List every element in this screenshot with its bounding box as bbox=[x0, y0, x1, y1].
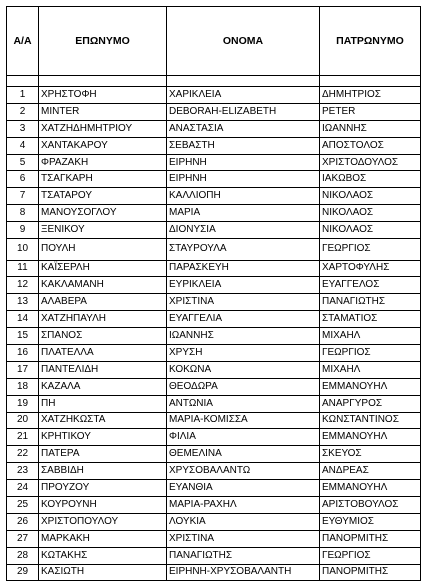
cell-aa: 11 bbox=[7, 260, 39, 277]
cell-aa: 16 bbox=[7, 344, 39, 361]
table-row bbox=[7, 277, 421, 294]
cell-name: ΧΡΥΣΗ bbox=[167, 344, 320, 361]
table-row bbox=[7, 412, 421, 429]
cell-patronymic: ΝΙΚΟΛΑΟΣ bbox=[320, 188, 421, 205]
cell-surname: ΧΑΤΖΗΠΑΥΛΗ bbox=[39, 311, 167, 328]
cell-aa: 26 bbox=[7, 513, 39, 530]
cell-surname: ΣΠΑΝΟΣ bbox=[39, 328, 167, 345]
cell-surname: ΣΑΒΒΙΔΗ bbox=[39, 463, 167, 480]
cell-aa: 13 bbox=[7, 294, 39, 311]
cell-name: ΜΑΡΙΑ bbox=[167, 205, 320, 222]
table-row bbox=[7, 547, 421, 564]
table-row bbox=[7, 222, 421, 239]
cell-patronymic: ΕΜΜΑΝΟΥΗΛ bbox=[320, 429, 421, 446]
table-row bbox=[7, 564, 421, 581]
header-aa: Α/Α bbox=[7, 7, 39, 76]
cell-aa: 3 bbox=[7, 120, 39, 137]
cell-name: ΧΑΡΙΚΛΕΙΑ bbox=[167, 87, 320, 104]
cell-surname: ΠΡΟΥΖΟΥ bbox=[39, 480, 167, 497]
cell-aa: 6 bbox=[7, 171, 39, 188]
cell-name: ΘΕΜΕΛΙΝΑ bbox=[167, 446, 320, 463]
cell-surname: ΧΑΝΤΑΚΑΡΟΥ bbox=[39, 137, 167, 154]
cell-aa: 27 bbox=[7, 530, 39, 547]
cell-patronymic: ΕΜΜΑΝΟΥΗΛ bbox=[320, 378, 421, 395]
cell-aa: 17 bbox=[7, 361, 39, 378]
cell-patronymic: ΠΑΝΑΓΙΩΤΗΣ bbox=[320, 294, 421, 311]
cell-aa: 8 bbox=[7, 205, 39, 222]
cell-surname: ΠΗ bbox=[39, 395, 167, 412]
table-row bbox=[7, 513, 421, 530]
cell-aa: 22 bbox=[7, 446, 39, 463]
header-name: ΟΝΟΜΑ bbox=[167, 7, 320, 76]
cell-surname: ΠΛΑΤΕΛΛΑ bbox=[39, 344, 167, 361]
cell-patronymic: ΙΑΚΩΒΟΣ bbox=[320, 171, 421, 188]
cell-surname: ΚΟΥΡΟΥΝΗ bbox=[39, 496, 167, 513]
spacer-cell bbox=[7, 76, 39, 87]
cell-name: ΧΡΙΣΤΙΝΑ bbox=[167, 530, 320, 547]
cell-name: ΜΑΡΙΑ-ΚΟΜΙΣΣΑ bbox=[167, 412, 320, 429]
table-row bbox=[7, 294, 421, 311]
cell-surname: ΚΑΪΣΕΡΛΗ bbox=[39, 260, 167, 277]
cell-name: ΠΑΝΑΓΙΩΤΗΣ bbox=[167, 547, 320, 564]
table-row bbox=[7, 361, 421, 378]
cell-surname: ΚΑΣΙΩΤΗ bbox=[39, 564, 167, 581]
cell-name: ΛΟΥΚΙΑ bbox=[167, 513, 320, 530]
cell-surname: ΚΡΗΤΙΚΟΥ bbox=[39, 429, 167, 446]
cell-surname: ΑΛΑΒΕΡΑ bbox=[39, 294, 167, 311]
spacer-row bbox=[7, 76, 421, 87]
table-row bbox=[7, 530, 421, 547]
cell-aa: 15 bbox=[7, 328, 39, 345]
cell-patronymic: ΚΩΝΣΤΑΝΤΙΝΟΣ bbox=[320, 412, 421, 429]
cell-name: ΕΙΡΗΝΗ-ΧΡΥΣΟΒΑΛΑΝΤΗ bbox=[167, 564, 320, 581]
cell-surname: ΚΑΖΑΛΑ bbox=[39, 378, 167, 395]
spacer-cell bbox=[320, 76, 421, 87]
table-row bbox=[7, 103, 421, 120]
cell-surname: ΤΣΑΤΑΡΟΥ bbox=[39, 188, 167, 205]
cell-surname: ΧΡΙΣΤΟΠΟΥΛΟΥ bbox=[39, 513, 167, 530]
table-row bbox=[7, 429, 421, 446]
table-row bbox=[7, 480, 421, 497]
cell-patronymic: ΓΕΩΡΓΙΟΣ bbox=[320, 547, 421, 564]
cell-name: ΜΑΡΙΑ-ΡΑΧΗΛ bbox=[167, 496, 320, 513]
cell-aa: 29 bbox=[7, 564, 39, 581]
cell-aa: 21 bbox=[7, 429, 39, 446]
cell-aa: 28 bbox=[7, 547, 39, 564]
spacer-cell bbox=[167, 76, 320, 87]
cell-name: ΧΡΥΣΟΒΑΛΑΝΤΩ bbox=[167, 463, 320, 480]
header-surname: ΕΠΩΝΥΜΟ bbox=[39, 7, 167, 76]
cell-name: ΕΥΡΙΚΛΕΙΑ bbox=[167, 277, 320, 294]
cell-name: ΕΥΑΓΓΕΛΙΑ bbox=[167, 311, 320, 328]
cell-patronymic: ΕΜΜΑΝΟΥΗΛ bbox=[320, 480, 421, 497]
names-table bbox=[6, 6, 421, 581]
table-row bbox=[7, 137, 421, 154]
table-row bbox=[7, 446, 421, 463]
cell-aa: 1 bbox=[7, 87, 39, 104]
cell-patronymic: ΕΥΘΥΜΙΟΣ bbox=[320, 513, 421, 530]
cell-name: ΕΙΡΗΝΗ bbox=[167, 154, 320, 171]
cell-aa: 23 bbox=[7, 463, 39, 480]
cell-name: ΕΥΑΝΘΙΑ bbox=[167, 480, 320, 497]
cell-aa: 20 bbox=[7, 412, 39, 429]
table-row bbox=[7, 344, 421, 361]
cell-patronymic: ΣΤΑΜΑΤΙΟΣ bbox=[320, 311, 421, 328]
cell-patronymic: PETER bbox=[320, 103, 421, 120]
cell-name: ΠΑΡΑΣΚΕΥΗ bbox=[167, 260, 320, 277]
cell-name: ΑΝΤΩΝΙΑ bbox=[167, 395, 320, 412]
table-row bbox=[7, 171, 421, 188]
spacer-cell bbox=[39, 76, 167, 87]
cell-name: ΚΑΛΛΙΟΠΗ bbox=[167, 188, 320, 205]
cell-surname: ΠΟΥΛΗ bbox=[39, 239, 167, 261]
cell-patronymic: ΠΑΝΟΡΜΙΤΗΣ bbox=[320, 564, 421, 581]
table-row bbox=[7, 463, 421, 480]
table-row bbox=[7, 120, 421, 137]
table-row bbox=[7, 395, 421, 412]
cell-aa: 7 bbox=[7, 188, 39, 205]
header-row bbox=[7, 7, 421, 76]
cell-surname: ΜΑΝΟΥΣΟΓΛΟΥ bbox=[39, 205, 167, 222]
cell-aa: 4 bbox=[7, 137, 39, 154]
cell-surname: ΠΑΝΤΕΛΙΔΗ bbox=[39, 361, 167, 378]
table-row bbox=[7, 205, 421, 222]
cell-surname: ΤΣΑΓΚΑΡΗ bbox=[39, 171, 167, 188]
cell-surname: ΧΡΗΣΤΟΦΗ bbox=[39, 87, 167, 104]
cell-name: ΘΕΟΔΩΡΑ bbox=[167, 378, 320, 395]
table-row bbox=[7, 154, 421, 171]
cell-name: ΣΤΑΥΡΟΥΛΑ bbox=[167, 239, 320, 261]
cell-aa: 5 bbox=[7, 154, 39, 171]
cell-name: ΧΡΙΣΤΙΝΑ bbox=[167, 294, 320, 311]
cell-surname: ΧΑΤΖΗΚΩΣΤΑ bbox=[39, 412, 167, 429]
cell-patronymic: ΧΑΡΤΟΦΥΛΗΣ bbox=[320, 260, 421, 277]
cell-name: ΦΙΛΙΑ bbox=[167, 429, 320, 446]
cell-name: ΑΝΑΣΤΑΣΙΑ bbox=[167, 120, 320, 137]
cell-patronymic: ΝΙΚΟΛΑΟΣ bbox=[320, 205, 421, 222]
cell-name: DEBORAH-ELIZABETH bbox=[167, 103, 320, 120]
table-body bbox=[7, 76, 421, 581]
cell-patronymic: ΣΚΕΥΟΣ bbox=[320, 446, 421, 463]
table-row bbox=[7, 87, 421, 104]
cell-patronymic: ΓΕΩΡΓΙΟΣ bbox=[320, 344, 421, 361]
table-row bbox=[7, 188, 421, 205]
cell-patronymic: ΓΕΩΡΓΙΟΣ bbox=[320, 239, 421, 261]
cell-surname: ΦΡΑΖΑΚΗ bbox=[39, 154, 167, 171]
cell-patronymic: ΙΩΑΝΝΗΣ bbox=[320, 120, 421, 137]
cell-patronymic: ΧΡΙΣΤΟΔΟΥΛΟΣ bbox=[320, 154, 421, 171]
cell-surname: ΜΑΡΚΑΚΗ bbox=[39, 530, 167, 547]
table-row bbox=[7, 378, 421, 395]
cell-surname: ΚΩΤΑΚΗΣ bbox=[39, 547, 167, 564]
cell-surname: MINTER bbox=[39, 103, 167, 120]
cell-aa: 18 bbox=[7, 378, 39, 395]
table-row bbox=[7, 239, 421, 261]
cell-name: ΕΙΡΗΝΗ bbox=[167, 171, 320, 188]
cell-patronymic: ΑΝΑΡΓΥΡΟΣ bbox=[320, 395, 421, 412]
cell-aa: 12 bbox=[7, 277, 39, 294]
cell-aa: 9 bbox=[7, 222, 39, 239]
cell-surname: ΧΑΤΖΗΔΗΜΗΤΡΙΟΥ bbox=[39, 120, 167, 137]
cell-name: ΣΕΒΑΣΤΗ bbox=[167, 137, 320, 154]
cell-patronymic: ΔΗΜΗΤΡΙΟΣ bbox=[320, 87, 421, 104]
cell-aa: 2 bbox=[7, 103, 39, 120]
cell-patronymic: ΑΠΟΣΤΟΛΟΣ bbox=[320, 137, 421, 154]
cell-name: ΚΟΚΩΝΑ bbox=[167, 361, 320, 378]
cell-aa: 25 bbox=[7, 496, 39, 513]
cell-aa: 10 bbox=[7, 239, 39, 261]
cell-name: ΙΩΑΝΝΗΣ bbox=[167, 328, 320, 345]
cell-aa: 24 bbox=[7, 480, 39, 497]
table-row bbox=[7, 496, 421, 513]
table-row bbox=[7, 260, 421, 277]
cell-patronymic: ΜΙΧΑΗΛ bbox=[320, 361, 421, 378]
cell-patronymic: ΝΙΚΟΛΑΟΣ bbox=[320, 222, 421, 239]
cell-aa: 19 bbox=[7, 395, 39, 412]
cell-name: ΔΙΟΝΥΣΙΑ bbox=[167, 222, 320, 239]
cell-surname: ΚΑΚΛΑΜΑΝΗ bbox=[39, 277, 167, 294]
header-patronymic: ΠΑΤΡΩΝΥΜΟ bbox=[320, 7, 421, 76]
cell-aa: 14 bbox=[7, 311, 39, 328]
cell-patronymic: ΑΡΙΣΤΟΒΟΥΛΟΣ bbox=[320, 496, 421, 513]
cell-patronymic: ΕΥΑΓΓΕΛΟΣ bbox=[320, 277, 421, 294]
cell-patronymic: ΜΙΧΑΗΛ bbox=[320, 328, 421, 345]
cell-surname: ΠΑΤΕΡΑ bbox=[39, 446, 167, 463]
cell-surname: ΞΕΝΙΚΟΥ bbox=[39, 222, 167, 239]
table-row bbox=[7, 328, 421, 345]
cell-patronymic: ΑΝΔΡΕΑΣ bbox=[320, 463, 421, 480]
table-row bbox=[7, 311, 421, 328]
cell-patronymic: ΠΑΝΟΡΜΙΤΗΣ bbox=[320, 530, 421, 547]
